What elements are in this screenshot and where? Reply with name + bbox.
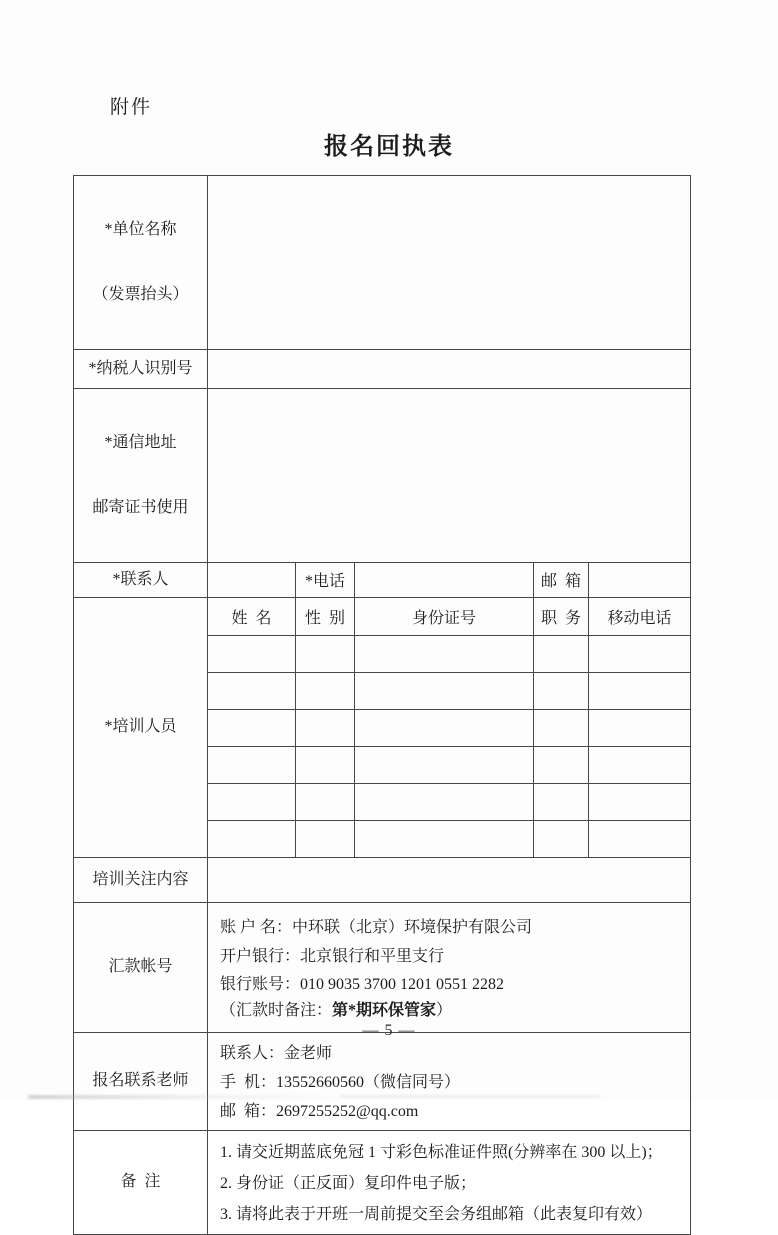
row-trainee-header [74,597,691,635]
registration-form-table [73,175,691,1235]
unit-name-label [74,176,208,350]
attachment-label: 附件 [110,97,153,118]
unit-name-label-line1: *单位名称 [104,221,177,239]
row-remarks [74,1130,691,1234]
trainee-cell [208,709,296,746]
row-registration-contact [74,1032,691,1130]
taxpayer-id-value-cell [208,349,691,388]
registration-contact-details-cell [208,1032,691,1130]
row-taxpayer-id [74,349,691,388]
trainee-cell [355,783,534,820]
trainee-cell [589,672,691,709]
trainee-cell [589,820,691,857]
trainee-cell [355,820,534,857]
remittance-details-cell [208,902,691,1032]
taxpayer-id-label: *纳税人识别号 [74,349,208,388]
phone-label: *电话 [296,562,355,597]
page-number: — 5 — [362,1022,416,1039]
contact-person-label: *联系人 [74,562,208,597]
trainee-cell [296,672,355,709]
trainee-cell [296,635,355,672]
remittance-label: 汇款帐号 [74,902,208,1032]
trainee-cell [534,820,589,857]
remittance-account-name: 账 户 名：中环联（北京）环境保护有限公司 [220,919,533,936]
trainee-cell [208,635,296,672]
mail-address-label [74,388,208,562]
trainee-cell [355,709,534,746]
mail-address-value-cell [208,388,691,562]
remittance-note-prefix: （汇款时备注： [220,1002,333,1019]
page-title: 报名回执表 [324,134,454,160]
remark-item-3: 3. 请将此表于开班一周前提交至会务组邮箱（此表复印有效） [220,1205,653,1223]
trainee-cell [296,709,355,746]
unit-name-label-line2: （发票抬头） [92,285,189,303]
registration-contact-person: 联系人：金老师 [220,1044,333,1062]
mail-address-label-line1: *通信地址 [104,433,177,451]
trainee-cell [296,746,355,783]
trainee-cell [208,746,296,783]
training-focus-value-cell [208,857,691,902]
email-label: 邮 箱 [534,562,589,597]
trainee-cell [355,672,534,709]
trainee-cell [208,672,296,709]
remittance-note-bold: 第*期环保管家 [332,1002,437,1019]
scan-artifact [340,1095,600,1098]
registration-contact-mobile: 手 机：13552660560（微信同号） [220,1073,461,1091]
trainee-cell [355,635,534,672]
row-mail-address [74,388,691,562]
trainee-col-id-number: 身份证号 [355,597,534,635]
remarks-label: 备 注 [74,1130,208,1234]
trainee-cell [589,783,691,820]
trainee-col-mobile: 移动电话 [589,597,691,635]
trainee-cell [208,783,296,820]
remittance-note-suffix: ） [436,1002,453,1019]
trainee-cell [208,820,296,857]
trainee-col-position: 职 务 [534,597,589,635]
email-value-cell [589,562,691,597]
contact-person-value-cell [208,562,296,597]
trainee-cell [534,709,589,746]
trainee-cell [589,709,691,746]
remittance-bank: 开户银行：北京银行和平里支行 [220,948,445,965]
row-training-focus [74,857,691,902]
trainee-cell [534,783,589,820]
trainees-label: *培训人员 [74,597,208,857]
trainee-cell [355,746,534,783]
remark-item-2: 2. 身份证（正反面）复印件电子版； [220,1174,477,1192]
trainee-cell [296,820,355,857]
trainee-cell [589,746,691,783]
row-contact [74,562,691,597]
registration-contact-email: 邮 箱：2697255252@qq.com [220,1102,419,1120]
trainee-cell [534,635,589,672]
unit-name-value-cell [208,176,691,350]
trainee-col-gender: 性 别 [296,597,355,635]
trainee-col-name: 姓 名 [208,597,296,635]
trainee-cell [589,635,691,672]
trainee-cell [534,672,589,709]
trainee-cell [534,746,589,783]
row-remittance [74,902,691,1032]
remittance-note [220,999,682,1023]
trainee-cell [296,783,355,820]
training-focus-label: 培训关注内容 [74,857,208,902]
phone-value-cell [355,562,534,597]
remittance-account-number: 银行账号：010 9035 3700 1201 0551 2282 [220,976,505,993]
row-unit-name [74,176,691,350]
mail-address-label-line2: 邮寄证书使用 [92,498,189,516]
remark-item-1: 1. 请交近期蓝底免冠 1 寸彩色标准证件照(分辨率在 300 以上)； [220,1143,663,1161]
scan-artifact [28,1095,328,1099]
registration-contact-label: 报名联系老师 [74,1032,208,1130]
remarks-details-cell [208,1130,691,1234]
